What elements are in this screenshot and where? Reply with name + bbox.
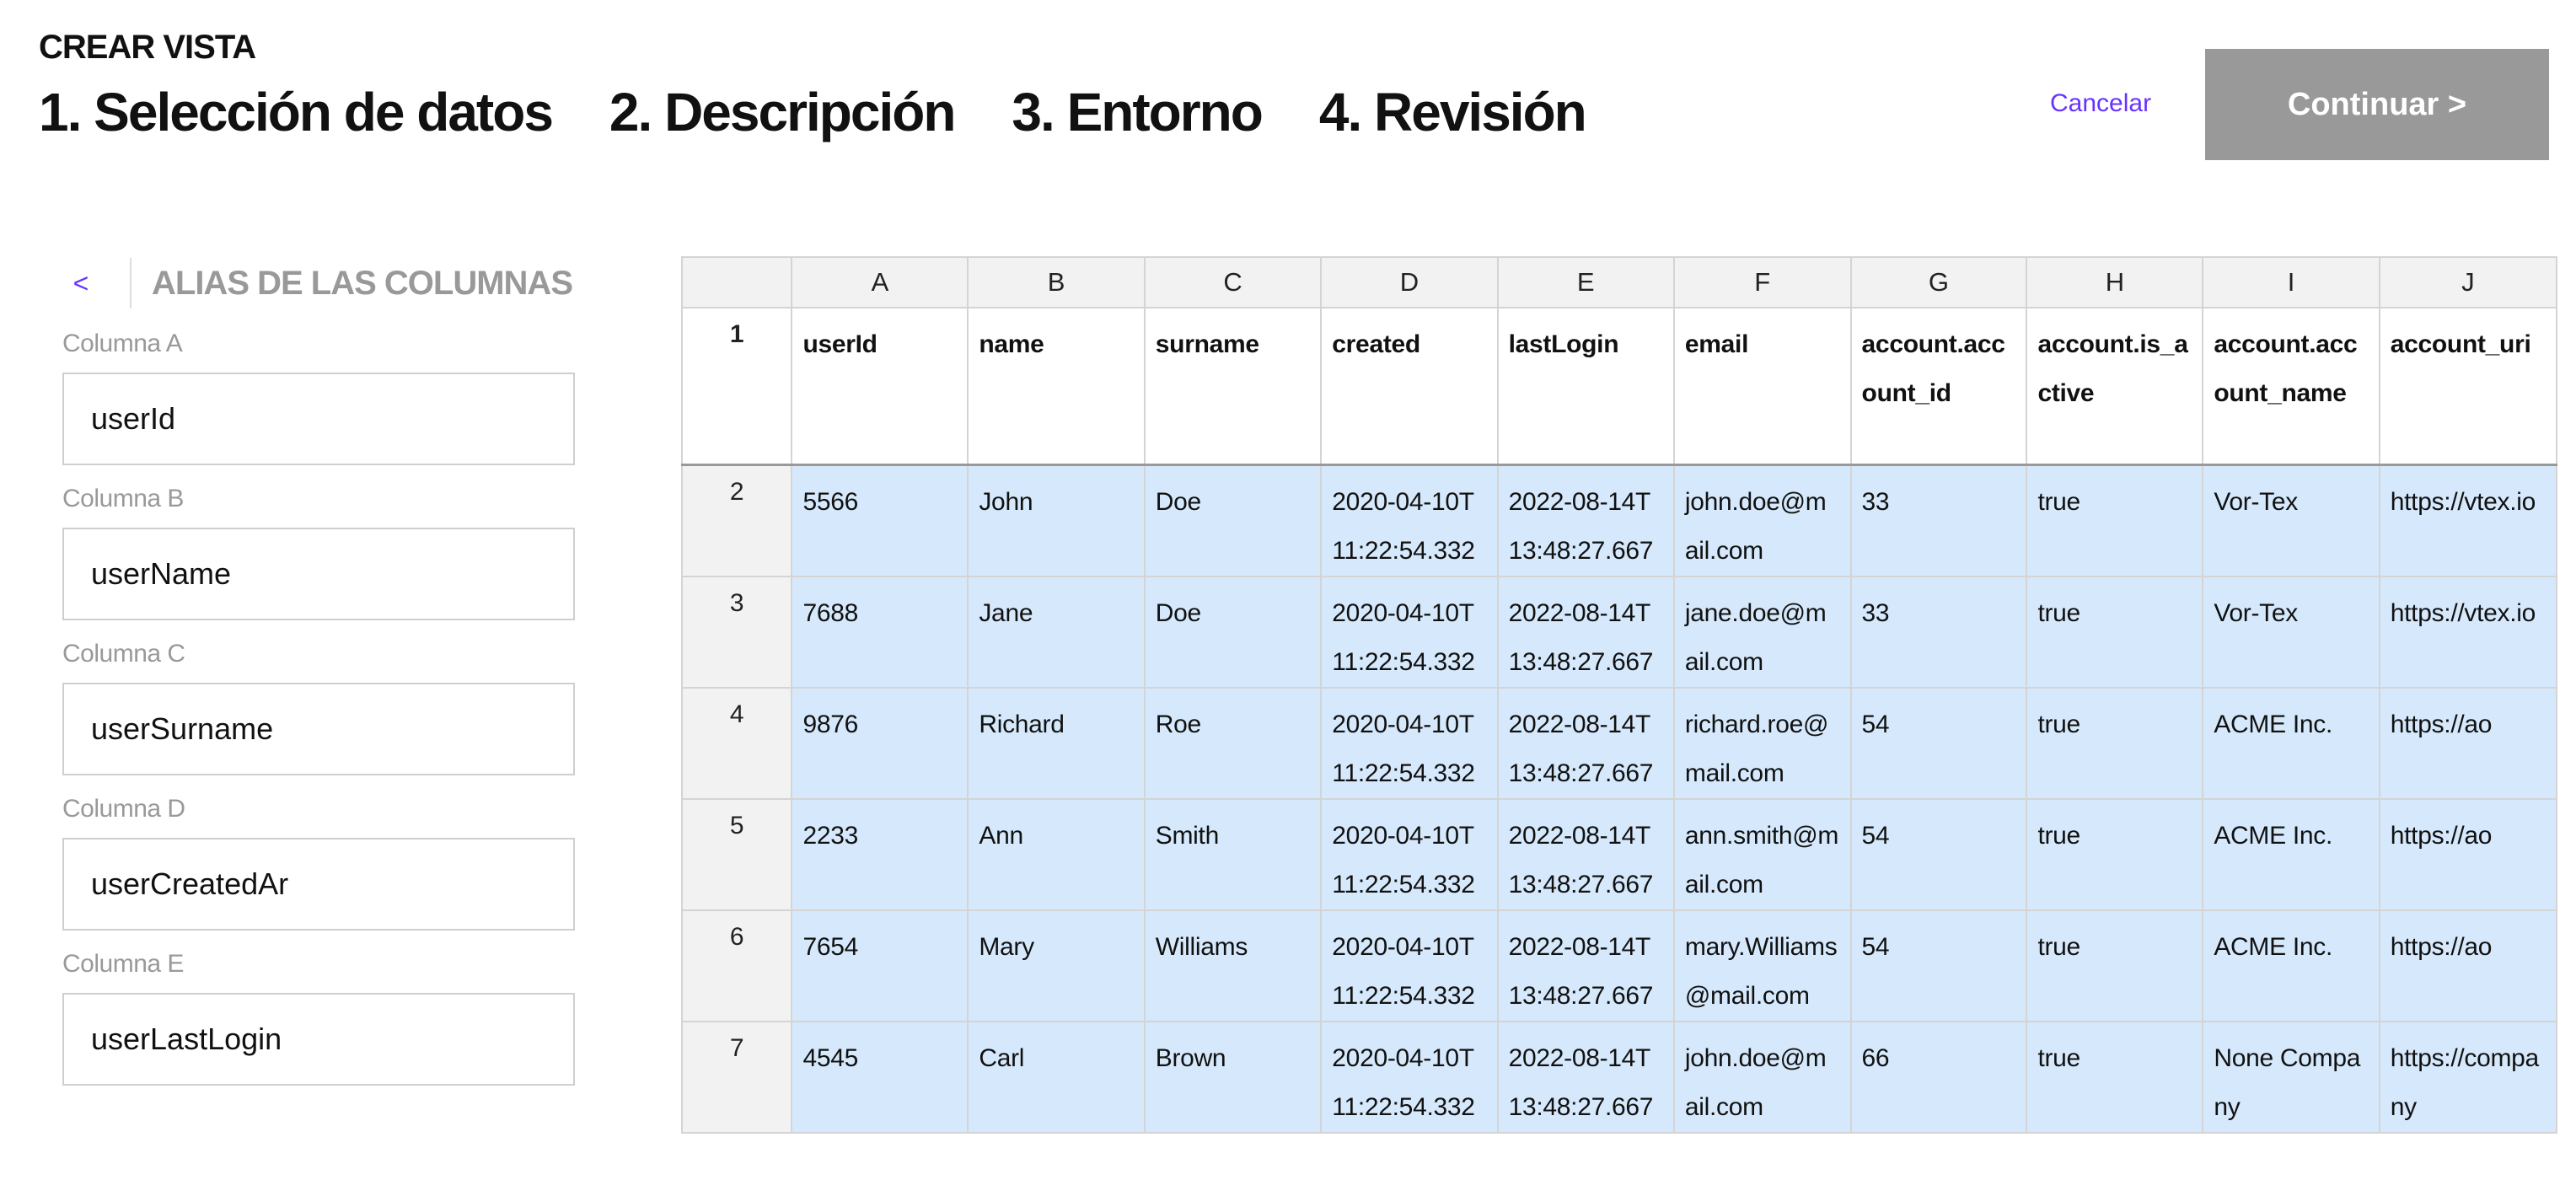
column-letter-header[interactable]: F (1674, 257, 1851, 308)
grid-cell[interactable] (1145, 910, 1322, 1022)
cell-value: lastLogin (1508, 330, 1619, 358)
cell-value: 33 (1861, 488, 1890, 516)
cell-value: john.doe@mail.com (1684, 488, 1827, 565)
grid-cell[interactable] (1145, 308, 1322, 465)
cell-value: created (1332, 330, 1420, 358)
grid-cell[interactable] (1498, 688, 1674, 799)
grid-cell[interactable] (1498, 1022, 1674, 1133)
grid-cell[interactable] (1674, 308, 1851, 465)
cell-value: 2020-04-10T11:22:54.332 (1332, 488, 1475, 565)
cell-value: 2022-08-14T13:48:27.667 (1508, 933, 1654, 1010)
cell-value: 54 (1861, 822, 1890, 850)
grid-cell[interactable] (1851, 1022, 2027, 1133)
divider (130, 258, 131, 308)
grid-cell[interactable] (2380, 465, 2557, 577)
cell-value: 2022-08-14T13:48:27.667 (1508, 822, 1654, 898)
alias-group-e (62, 949, 585, 1086)
cell-value: ann.smith@mail.com (1684, 822, 1839, 898)
column-letter-header[interactable]: I (2203, 257, 2379, 308)
grid-cell[interactable] (1851, 577, 2027, 688)
column-letter-header[interactable]: E (1498, 257, 1674, 308)
alias-label-e: Columna E (62, 950, 184, 978)
cell-value: Doe (1155, 599, 1201, 627)
step-environment[interactable]: 3. Entorno (1012, 82, 1262, 142)
cell-value: 2020-04-10T11:22:54.332 (1332, 822, 1475, 898)
grid-cell[interactable] (1851, 799, 2027, 910)
grid-cell[interactable] (1498, 577, 1674, 688)
grid-cell[interactable] (2203, 308, 2379, 465)
cell-value: 2020-04-10T11:22:54.332 (1332, 1044, 1475, 1121)
row-number[interactable]: 2 (682, 465, 792, 577)
step-review[interactable]: 4. Revisión (1318, 82, 1586, 142)
grid-cell[interactable] (1674, 799, 1851, 910)
grid-cell[interactable] (1145, 577, 1322, 688)
cell-value: Williams (1155, 933, 1248, 961)
table-row (682, 688, 2557, 799)
cell-value: ACME Inc. (2214, 933, 2332, 961)
grid-cell[interactable] (2380, 910, 2557, 1022)
cell-value: name (979, 330, 1044, 358)
cell-value: true (2037, 1044, 2080, 1072)
cell-value: 7688 (802, 599, 859, 627)
grid-cell[interactable] (2203, 910, 2379, 1022)
cell-value: Smith (1155, 822, 1219, 850)
alias-group-d (62, 794, 585, 931)
cell-value: Brown (1155, 1044, 1226, 1072)
grid-cell[interactable] (1145, 465, 1322, 577)
cell-value: ACME Inc. (2214, 711, 2332, 738)
table-row (682, 910, 2557, 1022)
grid-cell[interactable] (2026, 688, 2203, 799)
alias-input-c[interactable]: userSurname (62, 683, 575, 775)
grid-cell[interactable] (968, 465, 1144, 577)
cell-value: Vor-Tex (2214, 488, 2298, 516)
cell-value: 2022-08-14T13:48:27.667 (1508, 1044, 1654, 1121)
column-letter-header[interactable]: H (2026, 257, 2203, 308)
column-letter-header[interactable]: C (1145, 257, 1322, 308)
cell-value: Mary (979, 933, 1034, 961)
cell-value: 54 (1861, 933, 1890, 961)
grid-cell[interactable] (2203, 577, 2379, 688)
cell-value: 4545 (802, 1044, 859, 1072)
table-row (682, 577, 2557, 688)
cell-value: true (2037, 599, 2080, 627)
grid-cell[interactable] (1674, 465, 1851, 577)
grid-cell[interactable] (1321, 1022, 1497, 1133)
grid-cell[interactable] (1145, 688, 1322, 799)
grid-cell[interactable] (1321, 465, 1497, 577)
cell-value: 9876 (802, 711, 859, 738)
cell-value: Doe (1155, 488, 1201, 516)
cell-value: 2022-08-14T13:48:27.667 (1508, 599, 1654, 676)
row-number[interactable]: 1 (682, 308, 792, 465)
cell-value: mary.Williams@mail.com (1684, 933, 1838, 1010)
grid-cell[interactable] (1851, 308, 2027, 465)
grid-cell[interactable] (1851, 465, 2027, 577)
cell-value: account.is_active (2037, 330, 2188, 407)
grid-cell[interactable] (968, 799, 1144, 910)
grid-cell[interactable] (2380, 308, 2557, 465)
grid-cell[interactable] (1145, 1022, 1322, 1133)
cell-value: Vor-Tex (2214, 599, 2298, 627)
cell-value: 33 (1861, 599, 1890, 627)
grid-cell[interactable] (2026, 308, 2203, 465)
cell-value: true (2037, 933, 2080, 961)
alias-group-a (62, 329, 585, 465)
cell-value: 2022-08-14T13:48:27.667 (1508, 711, 1654, 787)
step-data-selection[interactable]: 1. Selección de datos (39, 82, 552, 142)
alias-panel-title: ALIAS DE LAS COLUMNAS (152, 264, 572, 302)
alias-panel-header (62, 256, 585, 310)
grid-cell[interactable] (1498, 910, 1674, 1022)
grid-cell[interactable] (1321, 577, 1497, 688)
chevron-left-icon[interactable]: < (72, 267, 89, 298)
alias-group-c (62, 639, 585, 775)
cell-value: true (2037, 822, 2080, 850)
row-number[interactable]: 7 (682, 1022, 792, 1133)
grid-cell[interactable] (1674, 910, 1851, 1022)
grid-cell[interactable] (968, 910, 1144, 1022)
grid-cell[interactable] (792, 688, 968, 799)
cell-value: John (979, 488, 1033, 516)
grid-cell[interactable] (1321, 688, 1497, 799)
grid-cell[interactable] (2026, 910, 2203, 1022)
table-row (682, 465, 2557, 577)
cell-value: email (1684, 330, 1749, 358)
grid-cell[interactable] (2380, 577, 2557, 688)
cell-value: john.doe@mail.com (1684, 1044, 1827, 1121)
cell-value: 5566 (802, 488, 859, 516)
cell-value: true (2037, 488, 2080, 516)
cell-value: 2020-04-10T11:22:54.332 (1332, 711, 1475, 787)
wizard-steps (39, 81, 1643, 143)
alias-input-d[interactable]: userCreatedAr (62, 838, 575, 931)
column-letter-header[interactable]: J (2380, 257, 2557, 308)
grid-cell[interactable] (968, 308, 1144, 465)
cell-value: surname (1155, 330, 1259, 358)
spreadsheet-table (681, 256, 2557, 1134)
cell-value: richard.roe@mail.com (1684, 711, 1829, 787)
grid-cell[interactable] (792, 1022, 968, 1133)
grid-cell[interactable] (792, 910, 968, 1022)
grid-cell[interactable] (968, 1022, 1144, 1133)
grid-cell[interactable] (2026, 577, 2203, 688)
cell-value: 54 (1861, 711, 1890, 738)
grid-cell[interactable] (1498, 799, 1674, 910)
grid-cell[interactable] (1498, 308, 1674, 465)
grid-cell[interactable] (1674, 577, 1851, 688)
grid-cell[interactable] (2203, 688, 2379, 799)
step-description[interactable]: 2. Descripción (609, 82, 955, 142)
cell-value: https://ao (2390, 711, 2493, 738)
grid-cell[interactable] (792, 465, 968, 577)
cell-value: Roe (1155, 711, 1201, 738)
table-row (682, 799, 2557, 910)
grid-cell[interactable] (1674, 1022, 1851, 1133)
cell-value: jane.doe@mail.com (1684, 599, 1827, 676)
cell-value: account.account_id (1861, 330, 2005, 407)
grid-cell[interactable] (968, 577, 1144, 688)
cell-value: None Company (2214, 1044, 2361, 1121)
alias-label-b: Columna B (62, 485, 184, 512)
cancel-link[interactable]: Cancelar (2050, 89, 2152, 117)
column-letter-header[interactable]: A (792, 257, 968, 308)
cell-value: ACME Inc. (2214, 822, 2332, 850)
cell-value: Richard (979, 711, 1065, 738)
row-number[interactable]: 4 (682, 688, 792, 799)
column-letter-header[interactable]: B (968, 257, 1144, 308)
grid-cell[interactable] (1851, 910, 2027, 1022)
alias-label-c: Columna C (62, 640, 185, 668)
grid-cell[interactable] (2026, 465, 2203, 577)
cell-value: Carl (979, 1044, 1025, 1072)
grid-cell[interactable] (2203, 799, 2379, 910)
continue-button[interactable]: Continuar > (2205, 49, 2549, 160)
alias-group-b (62, 484, 585, 620)
row-number[interactable]: 5 (682, 799, 792, 910)
cell-value: account_uri (2390, 330, 2531, 358)
cell-value: true (2037, 711, 2080, 738)
cell-value: https://company (2390, 1044, 2539, 1121)
cell-value: userId (802, 330, 877, 358)
grid-cell[interactable] (792, 799, 968, 910)
grid-cell[interactable] (1851, 688, 2027, 799)
grid-cell[interactable] (792, 308, 968, 465)
alias-label-a: Columna A (62, 330, 183, 357)
table-row (682, 1022, 2557, 1133)
alias-input-a[interactable]: userId (62, 373, 575, 465)
grid-cell[interactable] (792, 577, 968, 688)
cell-value: account.account_name (2214, 330, 2358, 407)
cell-value: https://ao (2390, 822, 2493, 850)
grid-cell[interactable] (1321, 910, 1497, 1022)
grid-cell[interactable] (1321, 308, 1497, 465)
grid-cell[interactable] (1498, 465, 1674, 577)
grid-cell[interactable] (2380, 799, 2557, 910)
grid-cell[interactable] (2026, 1022, 2203, 1133)
column-alias-panel (62, 256, 585, 1086)
cell-value: https://ao (2390, 933, 2493, 961)
page-title: CREAR VISTA (39, 29, 256, 66)
grid-cell[interactable] (1145, 799, 1322, 910)
cell-value: Jane (979, 599, 1033, 627)
header-data-row (682, 308, 2557, 465)
alias-input-e[interactable]: userLastLogin (62, 993, 575, 1086)
cell-value: https://vtex.io (2390, 599, 2536, 627)
cell-value: 2233 (802, 822, 859, 850)
cell-value: https://vtex.io (2390, 488, 2536, 516)
column-letter-header[interactable]: D (1321, 257, 1497, 308)
row-number[interactable]: 3 (682, 577, 792, 688)
cell-value: 7654 (802, 933, 859, 961)
cell-value: 2020-04-10T11:22:54.332 (1332, 599, 1475, 676)
alias-input-b[interactable]: userName (62, 528, 575, 620)
grid-cell[interactable] (1321, 799, 1497, 910)
grid-cell[interactable] (2380, 688, 2557, 799)
grid-cell[interactable] (2203, 1022, 2379, 1133)
alias-label-d: Columna D (62, 795, 185, 823)
data-grid[interactable] (681, 256, 2557, 1121)
grid-cell[interactable] (1674, 688, 1851, 799)
corner-cell[interactable] (682, 257, 792, 308)
cell-value: 2020-04-10T11:22:54.332 (1332, 933, 1475, 1010)
grid-cell[interactable] (2380, 1022, 2557, 1133)
cell-value: 66 (1861, 1044, 1890, 1072)
column-letter-header[interactable]: G (1851, 257, 2027, 308)
column-letter-row (682, 257, 2557, 308)
cell-value: Ann (979, 822, 1023, 850)
grid-cell[interactable] (2026, 799, 2203, 910)
grid-cell[interactable] (968, 688, 1144, 799)
cell-value: 2022-08-14T13:48:27.667 (1508, 488, 1654, 565)
grid-cell[interactable] (2203, 465, 2379, 577)
row-number[interactable]: 6 (682, 910, 792, 1022)
